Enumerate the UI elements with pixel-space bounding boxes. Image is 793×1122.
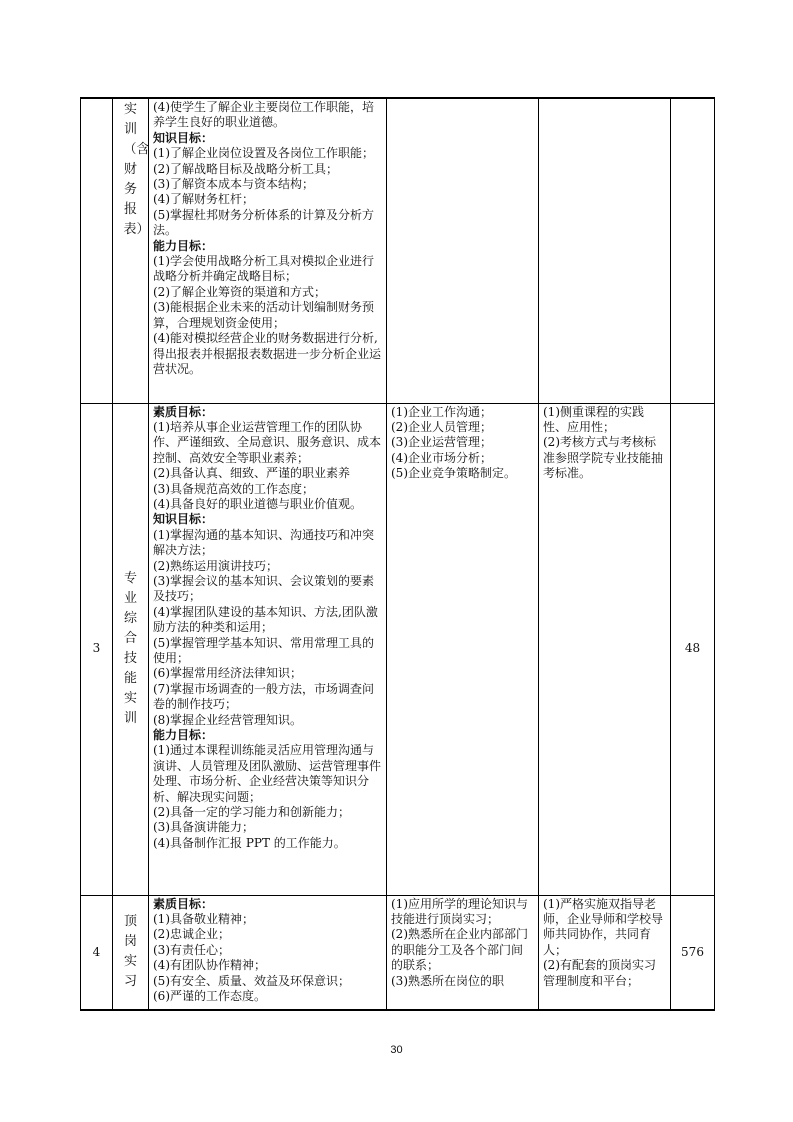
page-number: 30	[390, 1044, 403, 1056]
row-number-cell	[81, 98, 113, 403]
course-name-cell	[113, 98, 149, 403]
teaching-requirements-cell	[539, 98, 671, 403]
course-goals-cell	[149, 403, 387, 895]
goal-item: (2)了解战略目标及战略分析工具；	[153, 161, 338, 176]
table-row	[81, 895, 715, 1010]
goal-item: (1)培养从事企业运营管理工作的团队协作、严谨细致、全局意识、服务意识、成本控制、高效安全等职业素养；	[153, 419, 382, 465]
goal-item: (4)了解财务杠杆；	[153, 192, 254, 207]
goal-heading: 能力目标：	[153, 238, 214, 253]
course-content-cell	[387, 895, 539, 1010]
goal-item: (5)掌握管理学基本知识、常用常理工具的使用；	[153, 635, 374, 665]
goal-item: (6)严谨的工作态度。	[153, 988, 266, 1003]
goal-item: (1)了解企业岗位设置及各岗位工作职能；	[153, 146, 374, 161]
course-content-cell	[387, 403, 539, 895]
goal-item: (5)有安全、质量、效益及环保意识；	[153, 973, 350, 988]
goal-item: (2)忠诚企业；	[153, 927, 230, 942]
goal-heading: 能力目标：	[153, 728, 214, 743]
goal-heading: 知识目标：	[153, 512, 214, 527]
course-goals-cell	[149, 895, 387, 1010]
teaching-requirements-cell	[539, 403, 671, 895]
goal-heading: 知识目标：	[153, 130, 214, 145]
table-row	[81, 403, 715, 895]
course-name: 实训（含财务报表）	[123, 102, 150, 237]
goal-item: (4)使学生了解企业主要岗位工作职能，培养学生良好的职业道德。	[153, 100, 374, 130]
goal-heading: 素质目标：	[153, 896, 214, 911]
content-item: (1)应用所学的理论知识与技能进行顶岗实习；	[391, 896, 528, 926]
goal-item: (1)学会使用战略分析工具对模拟企业进行战略分析并确定战略目标；	[153, 254, 374, 284]
hours-cell	[671, 98, 715, 403]
goal-heading: 素质目标：	[153, 404, 214, 419]
goal-item: (4)具备制作汇报 PPT 的工作能力。	[153, 835, 346, 850]
goal-item: (4)具备良好的职业道德与职业价值观。	[153, 496, 362, 511]
content-item: (2)熟悉所在企业内部部门的职能分工及各个部门间的联系；	[391, 927, 528, 973]
goal-item: (3)具备规范高效的工作态度；	[153, 481, 314, 496]
goal-item: (4)掌握团队建设的基本知识、方法,团队激励方法的种类和运用；	[153, 604, 378, 635]
goal-item: (2)具备认真、细致、严谨的职业素养	[153, 466, 350, 481]
content-item: (4)企业市场分析；	[391, 450, 492, 465]
goal-item: (4)能对模拟经营企业的财务数据进行分析,得出报表并根据报表数据进一步分析企业运营状况。	[153, 331, 382, 376]
goal-item: (2)具备一定的学习能力和创新能力；	[153, 805, 350, 820]
goal-item: (3)具备演讲能力；	[153, 820, 254, 835]
content-item: (1)企业工作沟通；	[391, 404, 492, 419]
content-item: (3)企业运营管理；	[391, 435, 492, 450]
row-number-cell: 4	[81, 895, 113, 1010]
course-content-cell	[387, 98, 539, 403]
goal-item: (3)有责任心；	[153, 942, 230, 957]
goal-item: (2)熟练运用演讲技巧；	[153, 558, 278, 573]
goal-item: (8)掌握企业经营管理知识。	[153, 712, 302, 727]
teaching-requirements-cell	[539, 895, 671, 1010]
content-item: (5)企业竞争策略制定。	[391, 466, 516, 481]
requirement-item: (2)考核方式与考核标准参照学院专业技能抽考标准。	[543, 435, 664, 481]
requirement-item: (1)侧重课程的实践性、应用性；	[543, 404, 644, 434]
hours-cell: 48	[671, 403, 715, 895]
requirement-item: (1)严格实施双指导老师，企业导师和学校导师共同协作，共同育人；	[543, 896, 664, 957]
hours-cell: 576	[671, 895, 715, 1010]
table-row	[81, 98, 715, 403]
course-name-cell	[113, 895, 149, 1010]
curriculum-table	[80, 97, 715, 1011]
course-name-cell	[113, 403, 149, 895]
goal-item: (6)掌握常用经济法律知识；	[153, 666, 302, 681]
course-goals-cell	[149, 98, 387, 403]
course-name: 顶岗实习	[123, 914, 137, 990]
content-item: (2)企业人员管理；	[391, 419, 492, 434]
goal-item: (2)了解企业筹资的渠道和方式；	[153, 284, 326, 299]
goal-item: (1)掌握沟通的基本知识、沟通技巧和冲突解决方法；	[153, 527, 374, 558]
goal-item: (7)掌握市场调查的一般方法，市场调查问卷的制作技巧；	[153, 681, 374, 712]
goal-item: (1)通过本课程训练能灵活应用管理沟通与演讲、人员管理及团队激励、运营管理事件处理、市场分析、企业经营决策等知识分析、解决现实问题；	[153, 743, 382, 804]
goal-item: (5)掌握杜邦财务分析体系的计算及分析方法。	[153, 207, 374, 238]
goal-item: (3)掌握会议的基本知识、会议策划的要素及技巧；	[153, 573, 374, 604]
goal-item: (3)能根据企业未来的活动计划编制财务预算，合理规划资金使用；	[153, 300, 374, 330]
content-item: (3)熟悉所在岗位的职	[391, 973, 504, 988]
goal-item: (4)有团队协作精神；	[153, 958, 266, 973]
requirement-item: (2)有配套的顶岗实习管理制度和平台；	[543, 958, 656, 988]
goal-item: (3)了解资本成本与资本结构；	[153, 177, 314, 192]
goal-item: (1)具备敬业精神；	[153, 911, 254, 926]
course-name: 专业综合技能实训	[123, 571, 137, 726]
row-number-cell: 3	[81, 403, 113, 895]
